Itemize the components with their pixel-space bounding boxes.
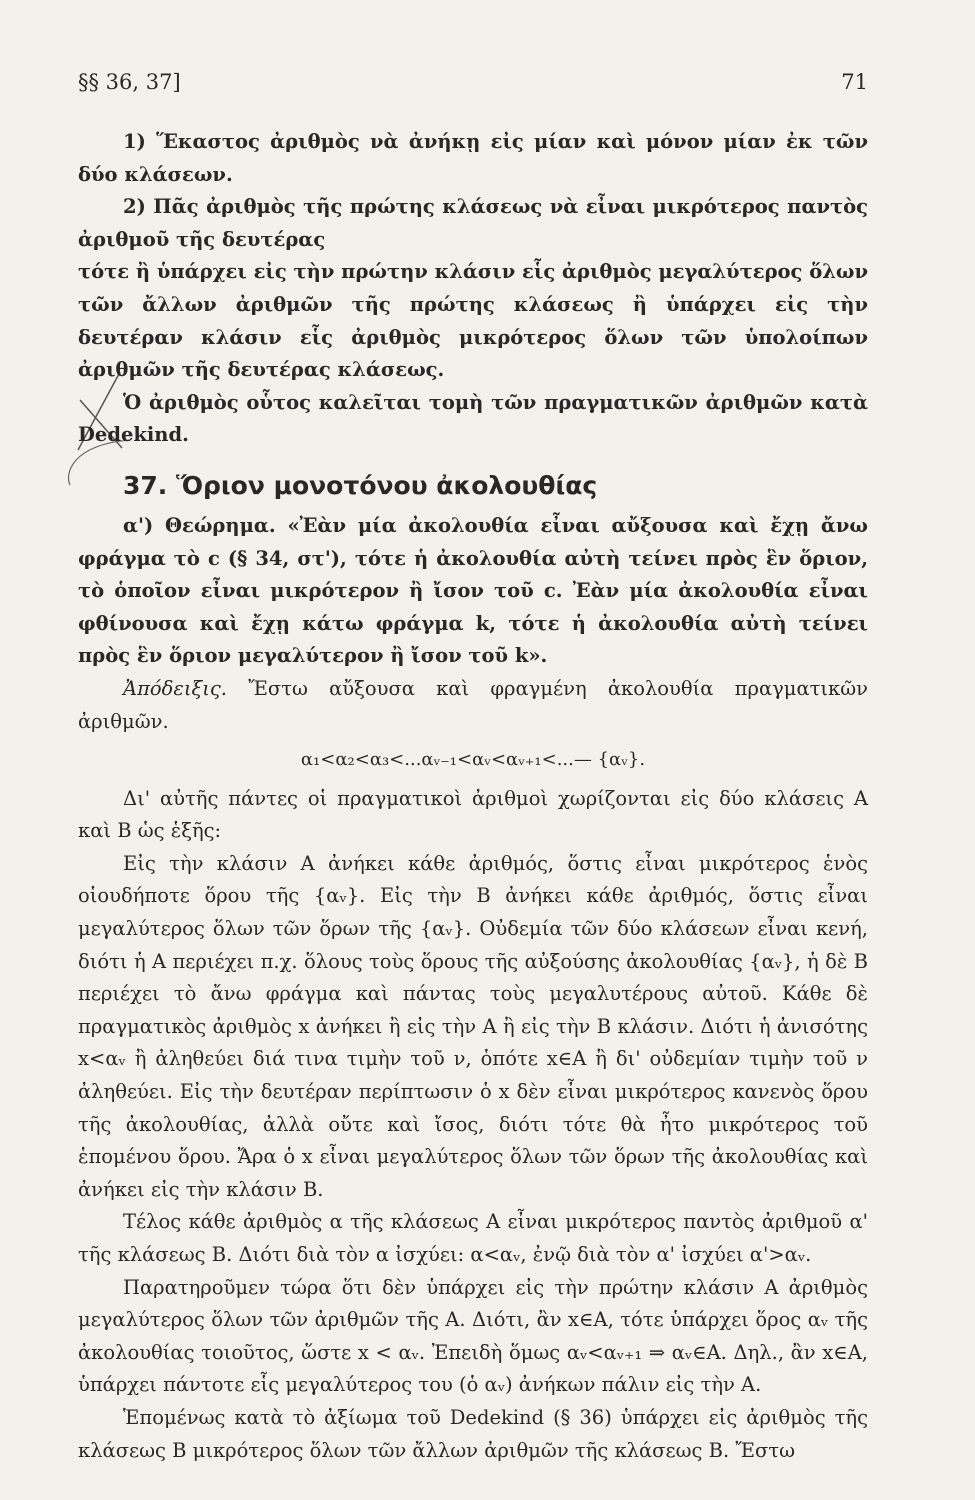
paragraph-classes: Δι' αὐτῆς πάντες οἱ πραγματικοὶ ἀριθμοὶ χωρίζονται εἰς δύο κλάσεις Α καὶ Β ὡς ἑξῆς: [78, 786, 868, 843]
paragraph-ordering: Τέλος κάθε ἀριθμὸς α τῆς κλάσεως Α εἶναι μικρότερος παντὸς ἀριθμοῦ α' τῆς κλάσεως Β. Διότι διὰ τὸν α ἰσχύει: α<αᵥ, ἐνῷ διὰ τὸν α' ἰσχύει α'>αᵥ. [78, 1210, 868, 1266]
paragraph-no-maximum: Παρατηροῦμεν τώρα ὅτι δὲν ὑπάρχει εἰς τὴν πρώτην κλάσιν Α ἀριθμὸς μεγαλύτερος ὅλων τῶν ἀριθμῶν τῆς Α. Διότι, ἂν x∈Α, τότε ὑπάρχει ὅρος αᵥ τῆς ἀκολουθίας τοιοῦτος, ὥστε x < αᵥ. Ἐπειδὴ ὅμως αᵥ<αᵥ₊₁ ⇒ αᵥ∈Α. Δηλ., ἂν x∈Α, ὑπάρχει πάντοτε εἷς μεγαλύτερος του (ὁ αᵥ) ἀνήκων πάλιν εἰς τὴν Α. [78, 1275, 868, 1397]
page-number: 71 [841, 70, 868, 94]
paragraph-dedekind-axiom: Ἑπομένως κατὰ τὸ ἀξίωμα τοῦ Dedekind (§ 36) ὑπάρχει εἰς ἀριθμὸς τῆς κλάσεως Β μικρότερος ὅλων τῶν ἄλλων ἀριθμῶν τῆς κλάσεως Β. Ἔστω [78, 1405, 868, 1462]
axiom-conclusion: τότε ἢ ὑπάρχει εἰς τὴν πρώτην κλάσιν εἷς ἀριθμὸς μεγαλύτερος ὅλων τῶν ἄλλων ἀριθμῶν τῆς πρώτης κλάσεως ἢ ὑπάρχει εἰς τὴν δευτέραν κλάσιν εἷς ἀριθμὸς μικρότερος ὅλων τῶν ὑπολοίπων ἀριθμῶν τῆς δευτέρας κλάσεως. [78, 260, 868, 382]
proof-label: Ἀπόδειξις. [123, 676, 227, 700]
theorem-statement: α') Θεώρημα. «Ἐὰν μία ἀκολουθία εἶναι αὔξουσα καὶ ἔχῃ ἄνω φράγμα τὸ c (§ 34, στ'), τότε ἡ ἀκολουθία αὐτὴ τείνει πρὸς ἓν ὅριον, τὸ ὁποῖον εἶναι μικρότερον ἢ ἴσον τοῦ c. Ἐὰν μία ἀκολουθία εἶναι φθίνουσα καὶ ἔχῃ κάτω φράγμα k, τότε ἡ ἀκολουθία αὐτὴ τείνει πρὸς ἓν ὅριον μεγαλύτερον ἢ ἴσον τοῦ k». [78, 513, 868, 668]
sequence-formula: α₁<α₂<α₃<...αᵥ₋₁<αᵥ<αᵥ₊₁<...— {αᵥ}. [300, 749, 646, 771]
section-heading: 37. Ὅριον μονοτόνου ἀκολουθίας [123, 470, 598, 500]
condition-1: 1) Ἕκαστος ἀριθμὸς νὰ ἀνήκῃ εἰς μίαν καὶ μόνον μίαν ἐκ τῶν δύο κλάσεων. [78, 130, 868, 186]
proof-intro-text: Ἔστω αὔξουσα καὶ φραγμένη ἀκολουθία πραγματικῶν ἀριθμῶν. [78, 676, 868, 733]
paragraph-class-definitions: Εἰς τὴν κλάσιν Α ἀνήκει κάθε ἀριθμός, ὅστις εἶναι μικρότερος ἑνὸς οἱουδήποτε ὅρου τῆς {αᵥ}. Εἰς τὴν Β ἀνήκει κάθε ἀριθμός, ὅστις εἶναι μεγαλύτερος ὅλων τῶν ὅρων τῆς {αᵥ}. Οὐδεμία τῶν δύο κλάσεων εἶναι κενή, διότι ἡ Α περιέχει π.χ. ὅλους τοὺς ὅρους τῆς αὐξούσης ἀκολουθίας {αᵥ}, ἡ δὲ Β περιέχει τὸ ἄνω φράγμα καὶ πάντας τοὺς μεγαλυτέρους αὐτοῦ. Κάθε δὲ πραγματικὸς ἀριθμὸς x ἀνήκει ἢ εἰς τὴν Α ἢ εἰς τὴν Β κλάσιν. Διότι ἡ ἀνισότης x<αᵥ ἢ ἀληθεύει διά τινα τιμὴν τοῦ ν, ὁπότε x∈Α ἢ δι' οὐδεμίαν τιμὴν τοῦ ν ἀληθεύει. Εἰς τὴν δευτέραν περίπτωσιν ὁ x δὲν εἶναι μικρότερος κανενὸς ὅρου τῆς ἀκολουθίας, ἀλλὰ οὔτε καὶ ἴσος, διότι τότε θὰ ἦτο μικρότερος τοῦ ἑπομένου ὅρου. Ἄρα ὁ x εἶναι μεγαλύτερος ὅλων τῶν ὅρων τῆς ἀκολουθίας καὶ ἀνήκει εἰς τὴν κλάσιν Β. [78, 851, 868, 1201]
page-header [78, 70, 868, 94]
page-body [78, 126, 868, 1467]
section-reference: §§ 36, 37] [78, 70, 181, 94]
dedekind-cut-definition: Ὁ ἀριθμὸς οὗτος καλεῖται τομὴ τῶν πραγματικῶν ἀριθμῶν κατὰ Dedekind. [78, 390, 868, 447]
proof-intro [78, 673, 868, 738]
condition-2: 2) Πᾶς ἀριθμὸς τῆς πρώτης κλάσεως νὰ εἶναι μικρότερος παντὸς ἀριθμοῦ τῆς δευτέρας [78, 195, 868, 251]
